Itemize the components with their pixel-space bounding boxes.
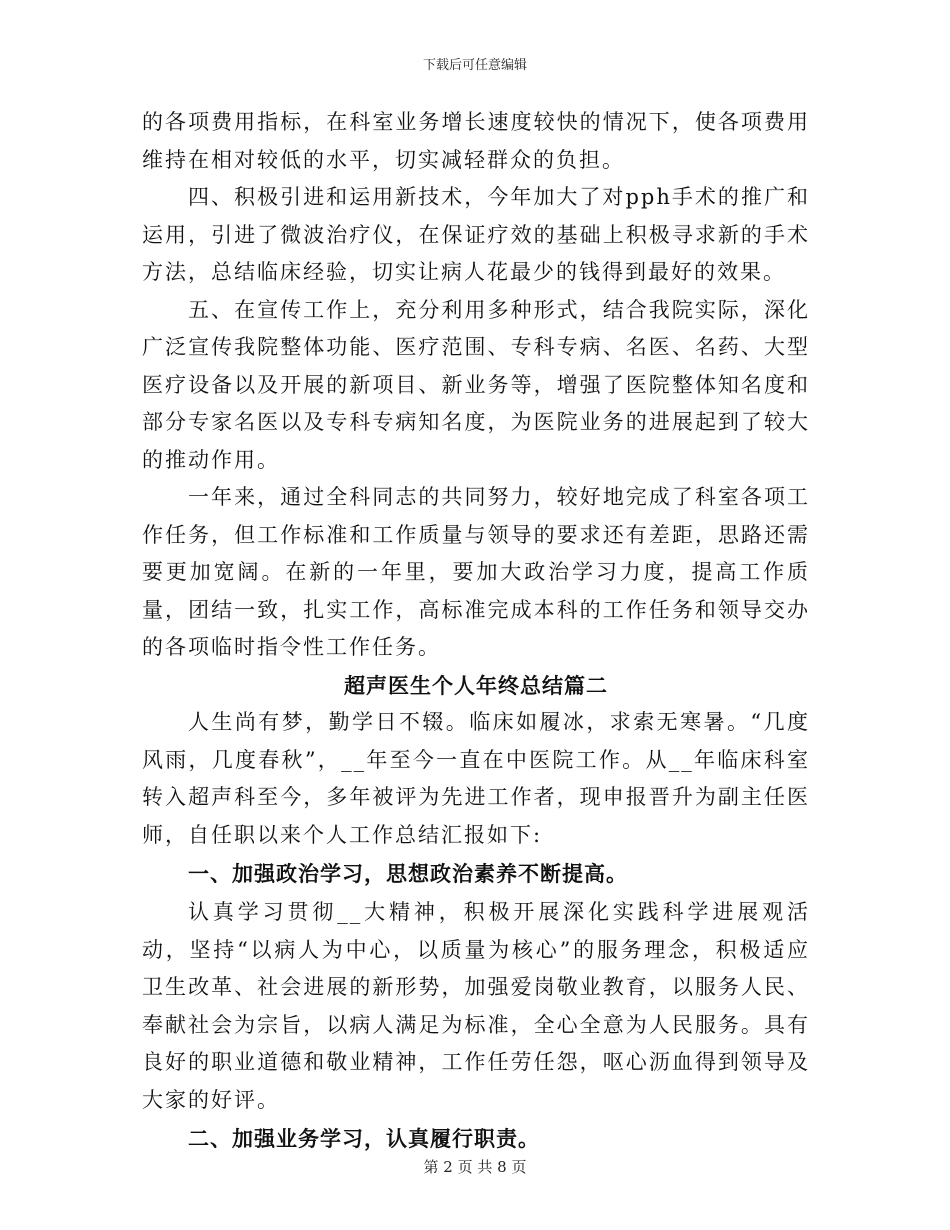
section-title: 超声医生个人年终总结篇二	[344, 672, 608, 698]
page-footer: 第 2 页 共 8 页	[423, 1158, 527, 1176]
document-body	[142, 104, 810, 1159]
heading-political-study: 一、加强政治学习，思想政治素养不断提高。	[188, 861, 628, 886]
paragraph-publicity: 五、在宣传工作上，充分利用多种形式，结合我院实际，深化广泛宣传我院整体功能、医疗范围、专科专病、名医、名药、大型医疗设备以及开展的新项目、新业务等，增强了医院整体知名度和部分专家名医以及专科专病知名度，为医院业务的进展起到了较大的推动作用。	[142, 297, 810, 472]
paragraph-intro: 人生尚有梦，勤学日不辍。临床如履冰，求索无寒暑。“几度风雨，几度春秋”，__年至今一直在中医院工作。从__年临床科室转入超声科至今，多年被评为先进工作者，现申报晋升为副主任医师，自任职以来个人工作总结汇报如下:	[142, 710, 810, 847]
page-header: 下载后可任意编辑	[422, 58, 527, 73]
paragraph-year-summary: 一年来，通过全科同志的共同努力，较好地完成了科室各项工作任务，但工作标准和工作质量与领导的要求还有差距，思路还需要更加宽阔。在新的一年里，要加大政治学习力度，提高工作质量，团结一致，扎实工作，高标准完成本科的工作任务和领导交办的各项临时指令性工作任务。	[142, 485, 810, 659]
paragraph-fees: 的各项费用指标，在科室业务增长速度较快的情况下，使各项费用维持在相对较低的水平，切实减轻群众的负担。	[142, 110, 810, 172]
heading-business-study: 二、加强业务学习，认真履行职责。	[188, 1126, 540, 1151]
paragraph-political-study: 认真学习贯彻__大精神，积极开展深化实践科学进展观活动，坚持“以病人为中心，以质量为核心”的服务理念，积极适应卫生改革、社会进展的新形势，加强爱岗敬业教育，以服务人民、奉献社会为宗旨，以病人满足为标准，全心全意为人民服务。具有良好的职业道德和敬业精神，工作任劳任怨，呕心沥血得到领导及大家的好评。	[142, 900, 810, 1112]
paragraph-new-technology: 四、积极引进和运用新技术，今年加大了对pph手术的推广和运用，引进了微波治疗仪，在保证疗效的基础上积极寻求新的手术方法，总结临床经验，切实让病人花最少的钱得到最好的效果。	[142, 185, 810, 284]
